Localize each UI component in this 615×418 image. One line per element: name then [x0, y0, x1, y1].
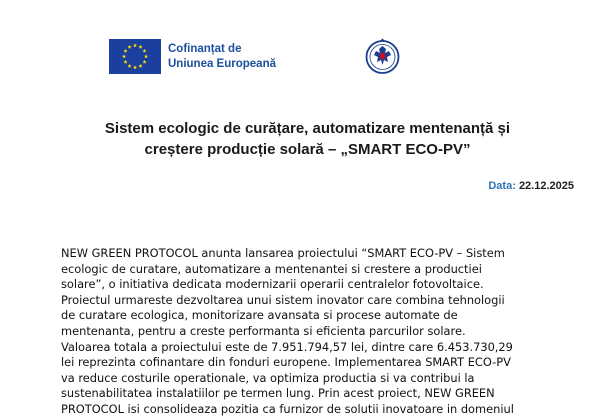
title-line-1: Sistem ecologic de curățare, automatizare mentenanță și [104, 120, 511, 137]
body-line: PROTOCOL isi consolideaza pozitia ca furnizor de solutii inovatoare in domeniul [61, 401, 514, 416]
body-line: de curatare ecologica, monitorizare avansata si procese automate de [61, 308, 458, 323]
eu-label-line1: Cofinanțat de [168, 43, 242, 55]
document-date [488, 180, 574, 192]
eu-label-line2: Uniunea Europeană [168, 58, 276, 70]
body-line: NEW GREEN PROTOCOL anunta lansarea proiectului “SMART ECO-PV – Sistem [61, 246, 505, 260]
body-line: va reduce costurile operationale, va optimiza productia si va contribui la [61, 370, 475, 385]
date-value: 22.12.2025 [518, 180, 574, 192]
title-line-2: creștere producție solară – „SMART ECO-PV” [144, 141, 471, 158]
government-crest-icon [365, 38, 400, 76]
body-line: solare”, o initiativa dedicata modernizarii operarii centralelor fotovoltaice. [61, 277, 484, 292]
body-line: mentenanta, pentru a creste performanta si eficienta parcurilor solare. [61, 323, 466, 338]
eu-flag-icon [109, 39, 161, 74]
document-body [61, 246, 566, 418]
eu-cofunding-label [168, 42, 276, 72]
body-line: ecologic de curatare, automatizare a mentenantei si crestere a productiei [61, 261, 482, 276]
body-line: Valoarea totala a proiectului este de 7.951.794,57 lei, dintre care 6.453.730,29 [61, 339, 513, 354]
body-line: lei reprezinta cofinantare din fonduri europene. Implementarea SMART ECO-PV [61, 355, 511, 370]
date-label: Data: [488, 180, 516, 192]
document-title [40, 118, 575, 160]
body-line: sustenabilitatea instalatiilor pe termen lung. Prin acest proiect, NEW GREEN [61, 386, 495, 401]
body-line: Proiectul urmareste dezvoltarea unui sistem inovator care combina tehnologii [61, 292, 505, 307]
